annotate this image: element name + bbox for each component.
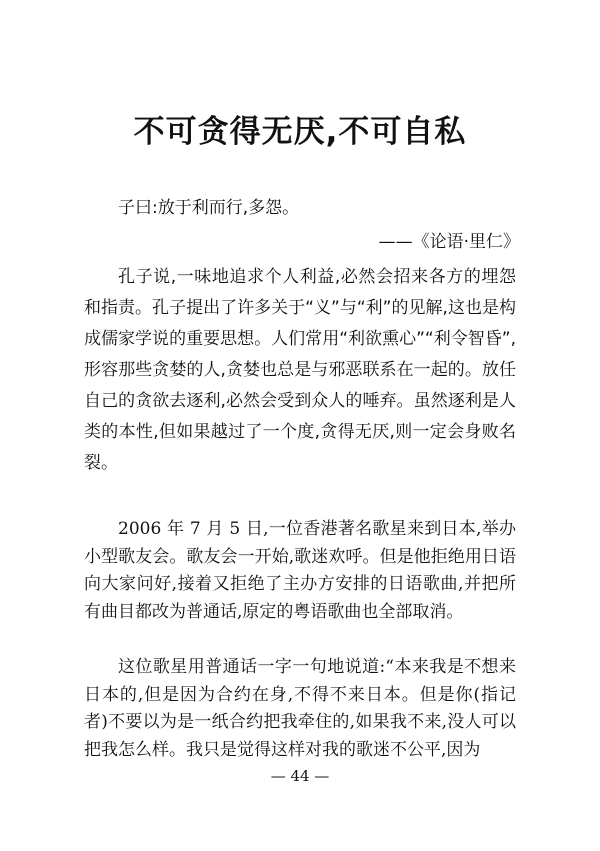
story-paragraph-1: 2006 年 7 月 5 日,一位香港著名歌星来到日本,举办小型歌友会。歌友会一开始,歌迷欢呼。但是他拒绝用日语向大家问好,接着又拒绝了主办方安排的日语歌曲,并把所有曲目都改为普通话,原定的粤语歌曲也全部取消。 xyxy=(84,519,516,622)
story-paragraph-2: 这位歌星用普通话一字一句地说道:“本来我是不想来日本的,但是因为合约在身,不得不来日本。但是你(指记者)不要以为是一纸合约把我牵住的,如果我不来,没人可以把我怎么样。我只是觉得这样对我的歌迷不公平,因为 xyxy=(84,657,516,760)
quote-source: ——《论语·里仁》 xyxy=(378,232,520,252)
confucius-quote: 子曰:放于利而行,多怨。 xyxy=(118,198,300,218)
chapter-title: 不可贪得无厌,不可自私 xyxy=(133,114,467,150)
commentary-paragraph: 孔子说,一味地追求个人利益,必然会招来各方的埋怨和指责。孔子提出了许多关于“义”与“利”的见解,这也是构成儒家学说的重要思想。人们常用“利欲熏心”“利令智昏”,形容那些贪婪的人,贪婪也总是与邪恶联系在一起的。放任自己的贪欲去逐利,必然会受到众人的唾弃。虽然逐利是人类的本性,但如果越过了一个度,贪得无厌,则一定会身败名裂。 xyxy=(84,267,516,473)
page-number: — 44 — xyxy=(270,767,330,785)
